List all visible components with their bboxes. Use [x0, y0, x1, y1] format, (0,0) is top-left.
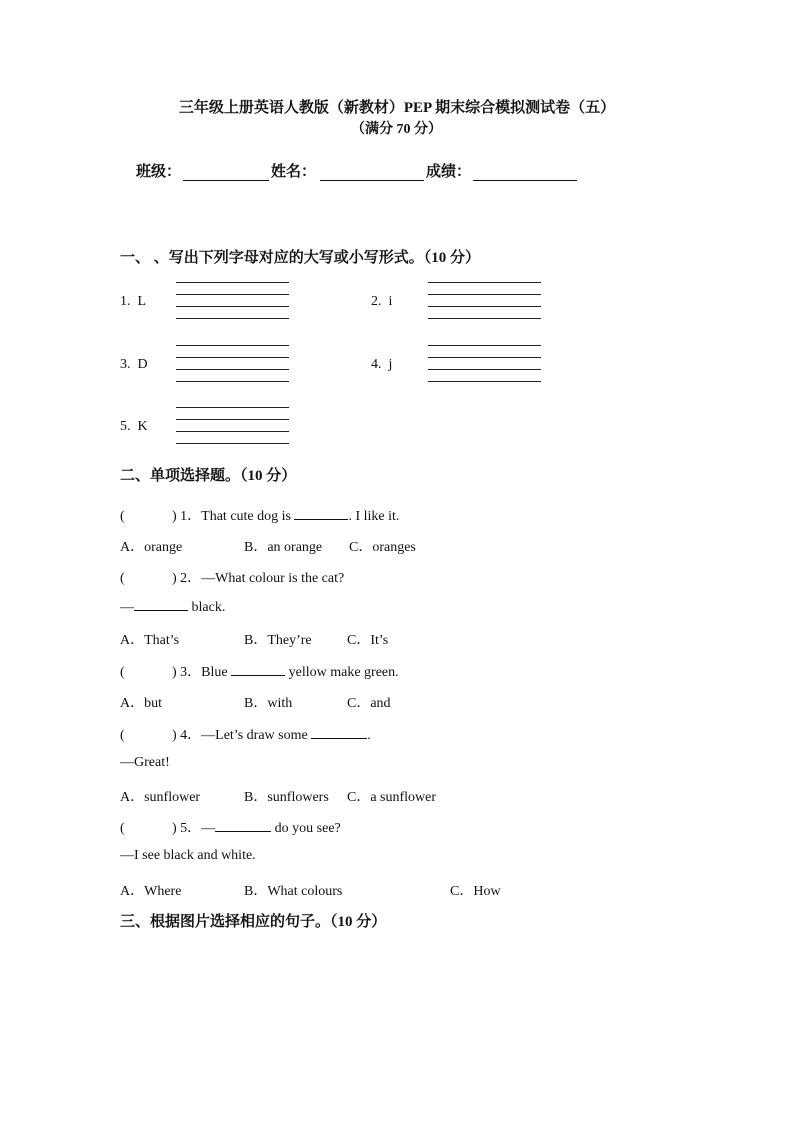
question-3-options: [120, 692, 391, 712]
question-5-options: [120, 880, 501, 900]
question-4-options: [120, 786, 436, 806]
option-a[interactable]: A．sunflower: [120, 790, 201, 805]
option-b[interactable]: B．What colours: [244, 884, 343, 899]
item-letter: i: [388, 294, 393, 309]
option-c[interactable]: C．and: [347, 696, 391, 711]
answer-paren[interactable]: (: [120, 821, 125, 836]
option-c[interactable]: C．How: [450, 884, 501, 899]
question-4: [120, 724, 371, 744]
question-2: [120, 567, 344, 587]
option-b[interactable]: B．They’re: [244, 633, 312, 648]
question-5-reply: —I see black and white.: [120, 848, 256, 863]
page-title: 三年级上册英语人教版（新教材）PEP 期末综合模拟测试卷（五）: [178, 100, 616, 116]
option-c[interactable]: C．a sunflower: [347, 790, 437, 805]
question-text: ) 1．That cute dog is: [172, 509, 291, 524]
question-2-line: [120, 598, 225, 616]
option-b[interactable]: B．an orange: [244, 540, 323, 555]
item-number: 5.: [120, 419, 131, 434]
item-letter: K: [137, 419, 148, 434]
question-text-after: black.: [188, 600, 226, 615]
name-label: 姓名：: [271, 164, 317, 180]
letter-item-2: [371, 294, 392, 310]
section-2-heading: 二、单项选择题。（10 分）: [120, 468, 297, 484]
section-3-heading: 三、根据图片选择相应的句子。（10 分）: [120, 914, 387, 930]
option-a[interactable]: A．orange: [120, 540, 183, 555]
answer-blank[interactable]: [311, 726, 367, 739]
question-4-reply: —Great!: [120, 755, 170, 770]
class-field[interactable]: [183, 162, 269, 181]
answer-blank[interactable]: [215, 819, 271, 832]
letter-item-4: [371, 357, 392, 373]
dash: —: [120, 600, 134, 615]
answer-blank[interactable]: [134, 598, 188, 611]
answer-paren[interactable]: (: [120, 665, 125, 680]
score-field[interactable]: [473, 162, 577, 181]
option-c[interactable]: C．It’s: [347, 633, 389, 648]
item-number: 2.: [371, 294, 382, 309]
option-a[interactable]: A．That’s: [120, 633, 180, 648]
question-3: [120, 661, 399, 681]
item-number: 1.: [120, 294, 131, 309]
answer-blank[interactable]: [294, 507, 348, 520]
section-1-heading: 一、 、写出下列字母对应的大写或小写形式。（10 分）: [120, 250, 481, 266]
answer-paren[interactable]: (: [120, 571, 125, 586]
question-text: ) 4．—Let’s draw some: [172, 728, 308, 743]
question-text-after: . I like it.: [348, 509, 400, 524]
item-letter: D: [137, 357, 148, 372]
item-number: 3.: [120, 357, 131, 372]
student-info-row: [136, 160, 579, 181]
question-text: ) 3．Blue: [172, 665, 228, 680]
question-5: [120, 817, 341, 837]
answer-paren[interactable]: (: [120, 509, 125, 524]
answer-blank[interactable]: [231, 663, 285, 676]
option-a[interactable]: A．but: [120, 696, 162, 711]
question-2-options: [120, 629, 388, 649]
question-1: [120, 505, 399, 525]
option-b[interactable]: B．sunflowers: [244, 790, 329, 805]
page-subtitle: （满分 70 分）: [351, 122, 442, 137]
answer-paren[interactable]: (: [120, 728, 125, 743]
item-letter: j: [388, 357, 393, 372]
question-text-after: yellow make green.: [285, 665, 399, 680]
question-1-options: [120, 536, 416, 556]
question-text: ) 2．—What colour is the cat?: [172, 571, 345, 586]
name-field[interactable]: [320, 162, 424, 181]
question-text-after: .: [367, 728, 371, 743]
question-text-after: do you see?: [271, 821, 341, 836]
class-label: 班级：: [136, 164, 182, 180]
letter-item-5: [120, 419, 148, 435]
question-text: ) 5．—: [172, 821, 216, 836]
item-letter: L: [137, 294, 147, 309]
letter-item-3: [120, 357, 148, 373]
option-a[interactable]: A．Where: [120, 884, 182, 899]
item-number: 4.: [371, 357, 382, 372]
option-b[interactable]: B．with: [244, 696, 293, 711]
score-label: 成绩：: [426, 164, 472, 180]
option-c[interactable]: C．oranges: [349, 540, 416, 555]
letter-item-1: [120, 294, 146, 310]
